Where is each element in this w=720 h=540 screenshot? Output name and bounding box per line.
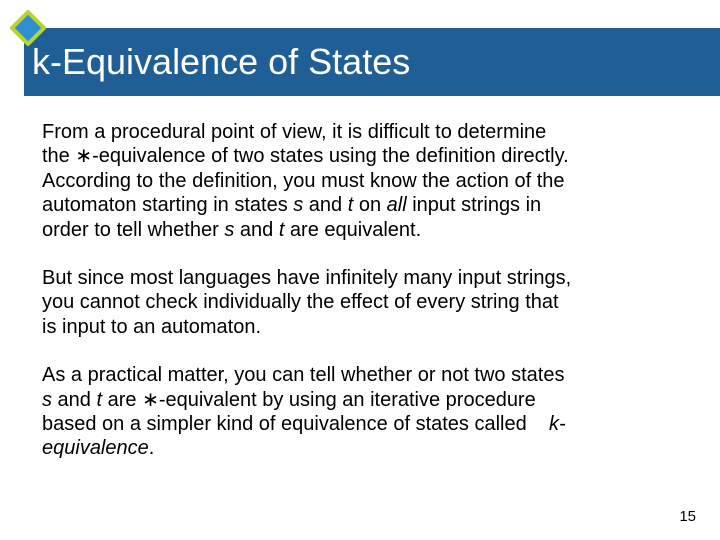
text-line: is input to an automaton.	[42, 315, 262, 338]
text-line: As a practical matter, you can tell whether or not two states	[42, 364, 565, 387]
text-line: order to tell whether	[42, 218, 225, 241]
slide-title: k-Equivalence of States	[32, 41, 411, 82]
text-line: .	[148, 437, 155, 460]
paragraph-procedural	[42, 120, 692, 242]
italic-word: k-	[548, 413, 566, 436]
text-line: you cannot check individually the effect of every string that	[42, 291, 559, 314]
text-line: are equivalent.	[284, 218, 422, 241]
text-line: on	[353, 194, 387, 217]
italic-word: all	[386, 194, 407, 217]
text-line: automaton starting in states	[42, 194, 294, 217]
italic-var: s	[293, 194, 304, 217]
page-number: 15	[679, 508, 696, 525]
text-line: the ∗-equivalence of two states using the definition directly.	[42, 145, 569, 168]
text-line: based on a simpler kind of equivalence of states called	[42, 413, 533, 436]
italic-var: s	[224, 218, 235, 241]
text-line: and	[52, 388, 97, 411]
text-line: According to the definition, you must know the action of the	[42, 169, 565, 192]
text-line: But since most languages have infinitely many input strings,	[42, 267, 572, 290]
paragraph-infinite-strings	[42, 266, 692, 339]
text-line: and	[303, 194, 348, 217]
text-line: input strings in	[406, 194, 542, 217]
text-line: are ∗-equivalent by using an iterative procedure	[102, 388, 536, 411]
text-line: and	[234, 218, 279, 241]
italic-word: equivalence	[42, 437, 149, 460]
italic-var: t	[347, 194, 354, 217]
slide-content	[42, 120, 692, 485]
paragraph-practical	[42, 363, 692, 461]
italic-var: t	[278, 218, 285, 241]
italic-var: s	[42, 388, 52, 411]
italic-var: t	[96, 388, 103, 411]
text-line: From a procedural point of view, it is difficult to determine	[42, 121, 547, 143]
